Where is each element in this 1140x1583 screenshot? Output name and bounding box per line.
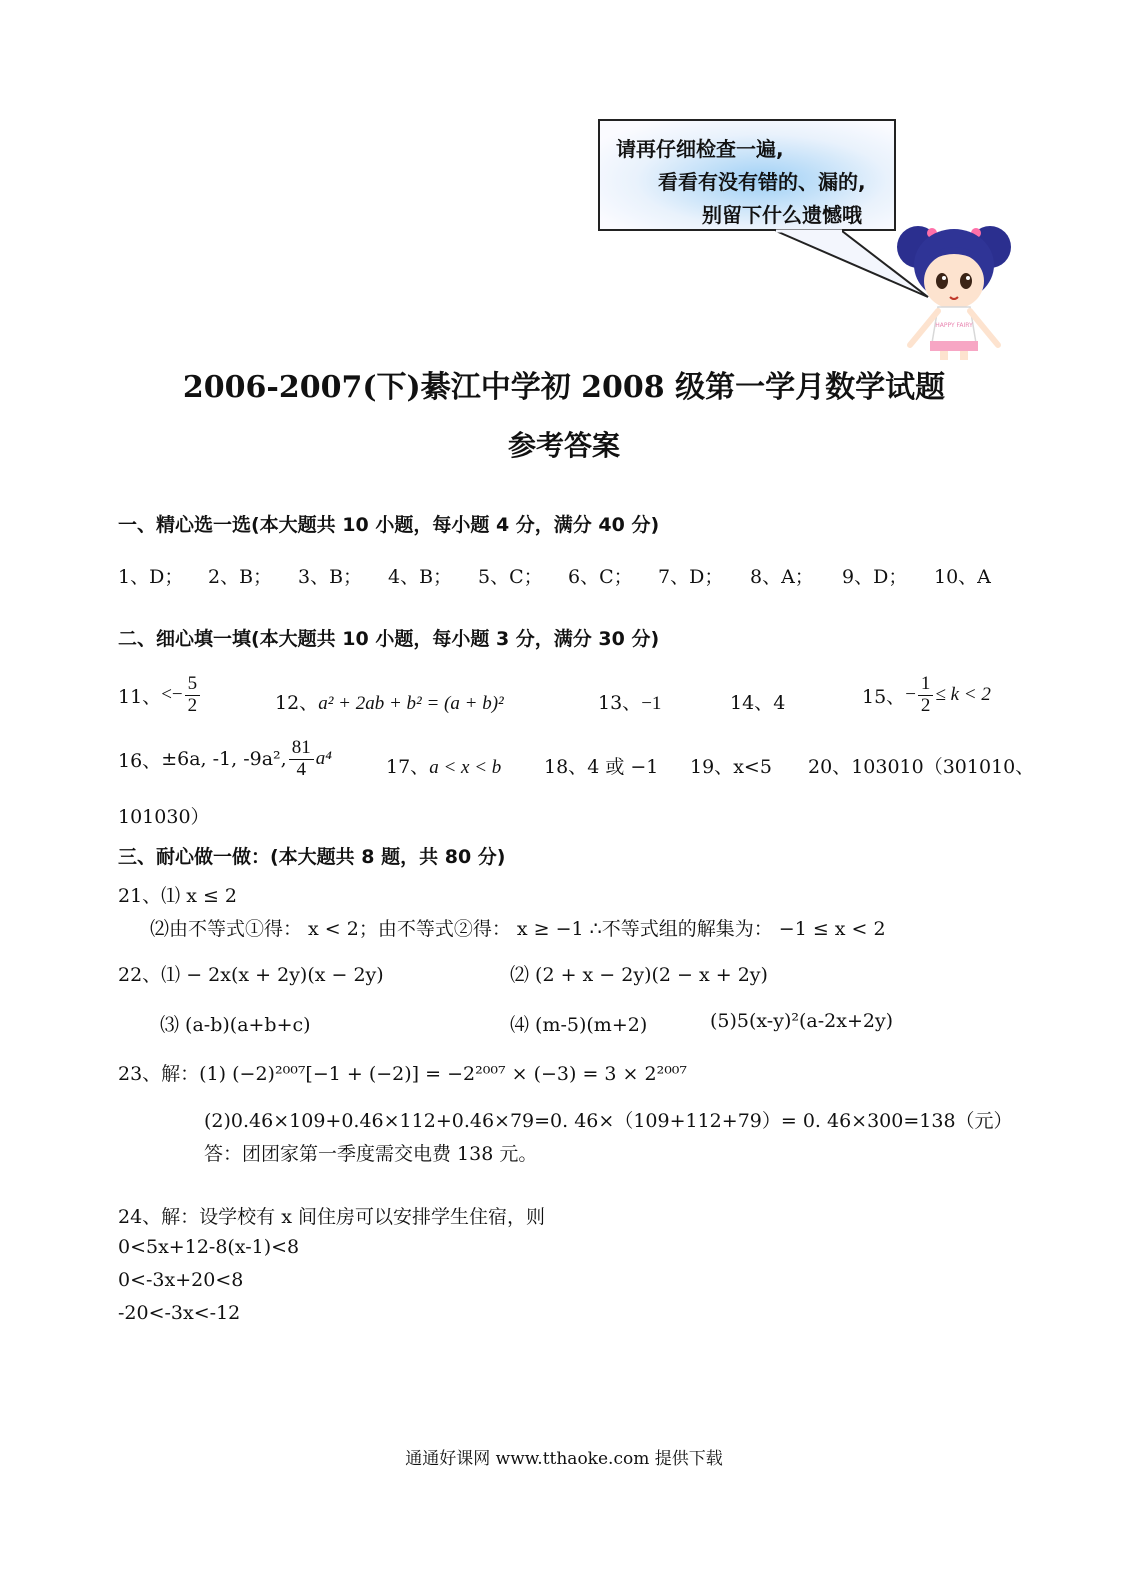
speech-bubble <box>598 119 896 231</box>
answer-16: 16、 ±6a, -1, -9a², $\frac{81}{4}$ a⁴ <box>118 737 332 780</box>
answer-24-step2: 0<-3x+20<8 <box>118 1269 244 1291</box>
mc-answer-6: 6、C； <box>568 566 633 588</box>
answer-20-continued: 101030） <box>118 806 210 828</box>
section2-heading: 二、细心填一填(本大题共 10 小题，每小题 3 分，满分 30 分) <box>118 628 660 650</box>
answer-23-part1: 23、解：(1) (−2)²⁰⁰⁷[−1 + (−2)] = −2²⁰⁰⁷ × (−3) = 3 × 2²⁰⁰⁷ <box>118 1063 688 1085</box>
mc-answer-9: 9、D； <box>842 566 908 588</box>
answer-23-part2: (2)0.46×109+0.46×112+0.46×79=0. 46×（109+112+79）= 0. 46×300=138（元） <box>204 1110 1013 1132</box>
mc-answer-7: 7、D； <box>658 566 724 588</box>
answer-22-part5: (5)5(x-y)²(a-2x+2y) <box>710 1010 894 1032</box>
bubble-tail-and-girl-illustration <box>770 225 1020 360</box>
answer-12: 12、a² + 2ab + b² = (a + b)² <box>275 692 504 714</box>
footer-credit: 通通好课网 www.tthaoke.com 提供下载 <box>405 1449 723 1469</box>
mc-answer-10: 10、A <box>934 566 991 588</box>
bubble-line-3: 别留下什么遗憾哦 <box>702 203 862 227</box>
answer-13: 13、−1 <box>598 692 662 714</box>
bubble-line-2: 看看有没有错的、漏的, <box>658 170 866 194</box>
girl-shirt-text: HAPPY FAIRY <box>935 322 973 329</box>
mc-answer-5: 5、C； <box>478 566 543 588</box>
answer-21-part1: 21、⑴ x ≤ 2 <box>118 885 238 907</box>
answer-14: 14、4 <box>730 692 786 714</box>
answer-22-part3: ⑶ (a-b)(a+b+c) <box>160 1014 311 1036</box>
section3-heading: 三、耐心做一做：(本大题共 8 题，共 80 分) <box>118 846 506 868</box>
mc-answer-4: 4、B； <box>388 566 453 588</box>
answer-22-part1: 22、⑴ − 2x(x + 2y)(x − 2y) <box>118 964 384 986</box>
section1-heading: 一、精心选一选(本大题共 10 小题，每小题 4 分，满分 40 分) <box>118 514 660 536</box>
mc-answer-8: 8、A； <box>750 566 814 588</box>
answer-18: 18、4 或 −1 <box>544 756 659 778</box>
answer-22-part4: ⑷ (m-5)(m+2) <box>510 1014 648 1036</box>
answer-21-part2: ⑵由不等式①得： x < 2；由不等式②得： x ≥ −1 ∴不等式组的解集为： −1 ≤ x < 2 <box>150 918 886 940</box>
answer-20: 20、103010（301010、 <box>808 756 1035 778</box>
mc-answer-1: 1、D； <box>118 566 184 588</box>
answer-11: 11、 <− $\frac{5}{2}$ <box>118 674 202 717</box>
answer-24-step3: -20<-3x<-12 <box>118 1302 241 1324</box>
answer-23-conclusion: 答：团团家第一季度需交电费 138 元。 <box>204 1143 538 1165</box>
answer-19: 19、x<5 <box>690 756 772 778</box>
mc-answer-3: 3、B； <box>298 566 363 588</box>
answer-15: 15、 − $\frac{1}{2}$ ≤ k < 2 <box>862 673 991 716</box>
mc-answer-2: 2、B； <box>208 566 273 588</box>
answer-22-part2: ⑵ (2 + x − 2y)(2 − x + 2y) <box>510 964 768 986</box>
bubble-line-1: 请再仔细检查一遍, <box>616 137 784 161</box>
page-title: 2006-2007(下)綦江中学初 2008 级第一学月数学试题 <box>182 370 946 405</box>
answer-24-setup: 24、解：设学校有 x 间住房可以安排学生住宿，则 <box>118 1206 545 1228</box>
answer-17: 17、a < x < b <box>386 756 502 778</box>
answer-24-step1: 0<5x+12-8(x-1)<8 <box>118 1236 300 1258</box>
page-subtitle: 参考答案 <box>507 429 620 462</box>
girl-face <box>924 253 984 309</box>
